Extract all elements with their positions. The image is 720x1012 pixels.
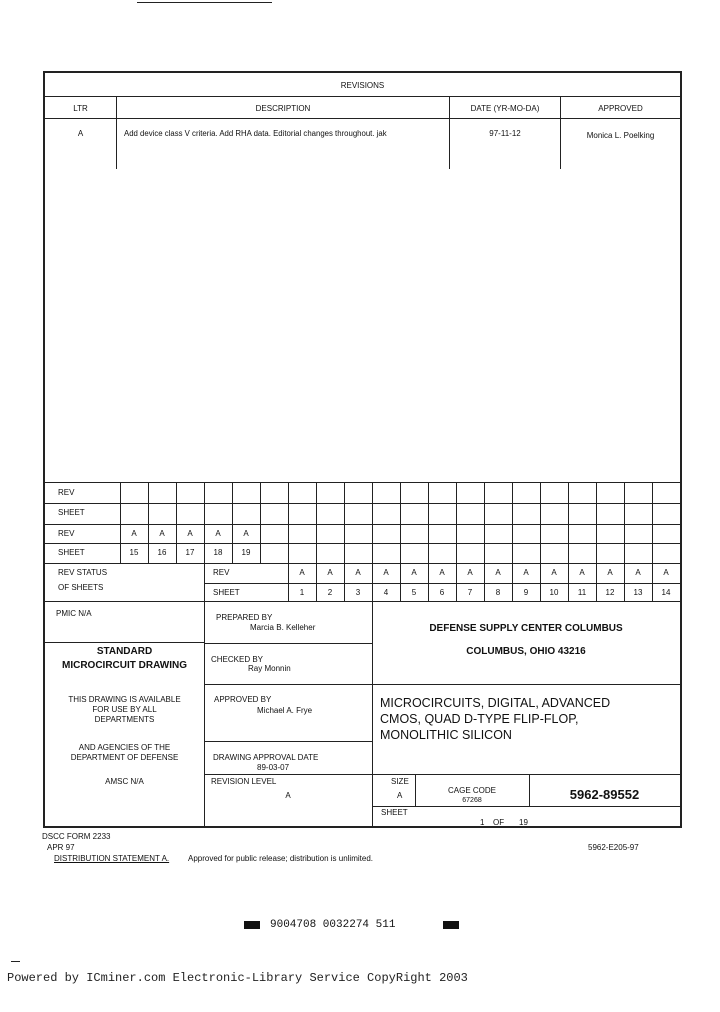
upper-rev-cell: A [243, 529, 249, 538]
upper-rev-cell: A [159, 529, 165, 538]
lower-rev-cell: A [663, 568, 669, 577]
avail-line-2: FOR USE BY ALL [92, 705, 157, 714]
grid-line [596, 482, 597, 563]
label-sheet-1: SHEET [58, 508, 85, 517]
grid-line [540, 482, 541, 563]
revision-level: A [285, 791, 291, 800]
label-rev-1: REV [58, 488, 75, 497]
lower-rev-cell: A [355, 568, 361, 577]
barcode-mark-right [443, 921, 459, 929]
upper-sheet-cell: 18 [213, 548, 223, 557]
lower-rev-cell: A [635, 568, 641, 577]
upper-sheet-cell: 17 [185, 548, 195, 557]
lower-rev-cell: A [299, 568, 305, 577]
rev-date: 97-11-12 [489, 129, 521, 138]
cage-value: 67268 [462, 797, 482, 804]
prepared-name: Marcia B. Kelleher [250, 623, 316, 632]
rev-approved: Monica L. Poelking [586, 131, 655, 140]
upper-rev-cell: A [215, 529, 221, 538]
lower-rev-cell: A [327, 568, 333, 577]
grid-line [456, 482, 457, 563]
grid-line [288, 482, 289, 563]
rev-ltr: A [77, 129, 84, 138]
sheet-total: 19 [519, 818, 528, 827]
grid-line [344, 482, 345, 563]
lower-sheet-cell: 1 [299, 588, 305, 597]
lower-sheet-cell: 5 [411, 588, 417, 597]
form-number: DSCC FORM 2233 [42, 832, 111, 841]
upper-rev-cell: A [131, 529, 137, 538]
upper-sheet-cell: 19 [241, 548, 251, 557]
corner-dash [11, 961, 20, 962]
lower-sheet-cell: 11 [577, 588, 587, 597]
grid-line [568, 482, 569, 563]
lower-rev-cell: A [439, 568, 445, 577]
size-label: SIZE [391, 777, 409, 786]
title-line-3: MONOLITHIC SILICON [380, 728, 512, 742]
approval-date-label: DRAWING APPROVAL DATE [213, 753, 319, 762]
approved-name: Michael A. Frye [257, 706, 313, 715]
sheet-label: SHEET [381, 808, 408, 817]
pmic: PMIC N/A [56, 609, 92, 618]
lower-sheet-cell: 6 [439, 588, 445, 597]
grid-line [484, 482, 485, 563]
prepared-label: PREPARED BY [216, 613, 273, 622]
lower-rev-cell: A [495, 568, 501, 577]
powered-by: Powered by ICminer.com Electronic-Library Service CopyRight 2003 [7, 971, 468, 985]
lower-sheet-cell: 4 [383, 588, 389, 597]
standard-heading: STANDARD [96, 646, 153, 657]
upper-sheet-cell: 16 [157, 548, 167, 557]
label-rev-3: REV [213, 568, 230, 577]
lower-sheet-cell: 14 [661, 588, 671, 597]
lower-sheet-cell: 13 [633, 588, 643, 597]
col-ltr: LTR [73, 104, 88, 113]
label-rev-2: REV [58, 529, 75, 538]
standard-subheading: MICROCIRCUIT DRAWING [62, 660, 187, 671]
lower-rev-cell: A [607, 568, 613, 577]
grid-line [652, 482, 653, 563]
lower-rev-cell: A [551, 568, 557, 577]
lower-rev-cell: A [523, 568, 529, 577]
upper-sheet-cell: 15 [129, 548, 139, 557]
lower-sheet-cell: 8 [495, 588, 501, 597]
lower-sheet-cell: 2 [327, 588, 333, 597]
lower-rev-cell: A [383, 568, 389, 577]
approved-label: APPROVED BY [214, 695, 272, 704]
checked-name: Ray Monnin [248, 664, 291, 673]
label-sheet-3: SHEET [213, 588, 240, 597]
title-line-2: CMOS, QUAD D-TYPE FLIP-FLOP, [380, 712, 579, 726]
grid-line [260, 482, 261, 563]
col-date: DATE (YR-MO-DA) [470, 104, 540, 113]
distribution-text: Approved for public release; distribution is unlimited. [188, 854, 373, 863]
col-description: DESCRIPTION [255, 104, 311, 113]
lower-rev-cell: A [579, 568, 585, 577]
revisions-title: REVISIONS [340, 81, 385, 90]
grid-line [316, 482, 317, 563]
agency-line-2: COLUMBUS, OHIO 43216 [466, 646, 586, 657]
sheet-number: 1 [480, 818, 485, 827]
col-approved: APPROVED [598, 104, 643, 113]
label-sheet-2: SHEET [58, 548, 85, 557]
lower-sheet-cell: 10 [549, 588, 559, 597]
lower-sheet-cell: 3 [355, 588, 361, 597]
drawing-number: 5962-89552 [569, 787, 640, 802]
checked-label: CHECKED BY [211, 655, 264, 664]
grid-line [372, 482, 373, 563]
grid-line [624, 482, 625, 563]
form-code: 5962-E205-97 [588, 843, 639, 852]
label-rev-status: REV STATUS [58, 568, 108, 577]
cage-label: CAGE CODE [447, 786, 496, 795]
approval-date: 89-03-07 [257, 763, 290, 772]
grid-line [400, 482, 401, 563]
top-rule [137, 2, 272, 3]
label-of-sheets: OF SHEETS [58, 583, 104, 592]
amsc: AMSC N/A [105, 777, 144, 786]
form-date: APR 97 [47, 843, 75, 852]
sheet-of: OF [493, 818, 505, 827]
grid-line [680, 563, 681, 601]
lower-rev-cell: A [411, 568, 417, 577]
upper-rev-cell: A [187, 529, 193, 538]
avail-line-3: DEPARTMENTS [94, 715, 155, 724]
barcode-mark-left [244, 921, 260, 929]
agencies-line-1: AND AGENCIES OF THE [78, 743, 171, 752]
lower-sheet-cell: 12 [605, 588, 615, 597]
revision-level-label: REVISION LEVEL [211, 777, 277, 786]
title-line-1: MICROCIRCUITS, DIGITAL, ADVANCED [380, 696, 611, 710]
grid-line [680, 482, 681, 563]
lower-rev-cell: A [467, 568, 473, 577]
avail-line-1: THIS DRAWING IS AVAILABLE [68, 695, 181, 704]
barcode-text: 9004708 0032274 511 [270, 919, 396, 931]
agency-line-1: DEFENSE SUPPLY CENTER COLUMBUS [429, 623, 623, 634]
lower-sheet-cell: 7 [467, 588, 473, 597]
agencies-line-2: DEPARTMENT OF DEFENSE [70, 753, 179, 762]
distribution-label: DISTRIBUTION STATEMENT A. [54, 854, 170, 863]
size-value: A [397, 791, 403, 800]
rev-description: Add device class V criteria. Add RHA data. Editorial changes throughout. jak [124, 129, 387, 138]
grid-line [512, 482, 513, 563]
lower-sheet-cell: 9 [523, 588, 529, 597]
grid-line [428, 482, 429, 563]
